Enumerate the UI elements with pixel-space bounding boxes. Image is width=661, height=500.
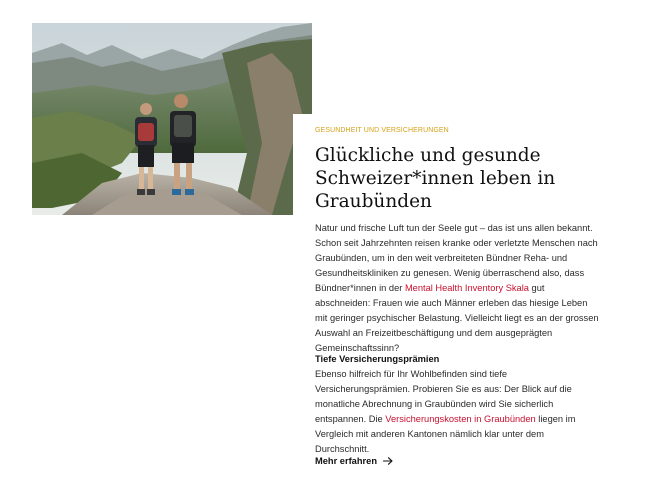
intro-text-before: Natur und frische Luft tun der Seele gut – das ist uns allen bekannt. Schon seit Jahrzehnten reisen kranke oder verletzte Menschen nach Graubünden, um in den weit verbreiteten Bündner Reha- und Gesundheitskliniken zu genesen. Wenig überraschend also, dass Bündner*innen in der xyxy=(315,223,598,293)
more-link[interactable] xyxy=(315,456,393,466)
category-label: GESUNDHEIT UND VERSICHERUNGEN xyxy=(315,127,449,134)
intro-text-after: gut abschneiden: Frauen wie auch Männer erleben das hiesige Leben mit geringer psychischer Belastung. Vielleicht liegt es an der grossen Auswahl an Freizeitbeschäftigung und dem ausgeprägten Gemeinschaftssinn? xyxy=(315,283,599,353)
intro-paragraph xyxy=(315,221,600,356)
insurance-paragraph xyxy=(315,367,590,457)
article-card xyxy=(293,114,623,500)
insurance-costs-link[interactable]: Versicherungskosten in Graubünden xyxy=(385,414,536,424)
insurance-text-before: Ebenso hilfreich für Ihr Wohlbefinden sind tiefe Versicherungsprämien. Probieren Sie es aus: Der Blick auf die monatliche Abrechnung in Graubünden wird Sie sicherlich entspannen. Die xyxy=(315,369,572,424)
insurance-text-after: liegen im Vergleich mit anderen Kantonen nämlich klar unter dem Durchschnitt. xyxy=(315,414,576,454)
more-link-label: Mehr erfahren xyxy=(315,456,377,466)
article-title: Glückliche und gesunde Schweizer*innen leben in Graubünden xyxy=(315,145,556,212)
mental-health-scale-link[interactable]: Mental Health Inventory Skala xyxy=(404,283,529,293)
arrow-right-icon xyxy=(383,457,393,465)
section-subheading: Tiefe Versicherungsprämien xyxy=(315,354,440,364)
hikers-mountain-photo xyxy=(32,23,312,215)
